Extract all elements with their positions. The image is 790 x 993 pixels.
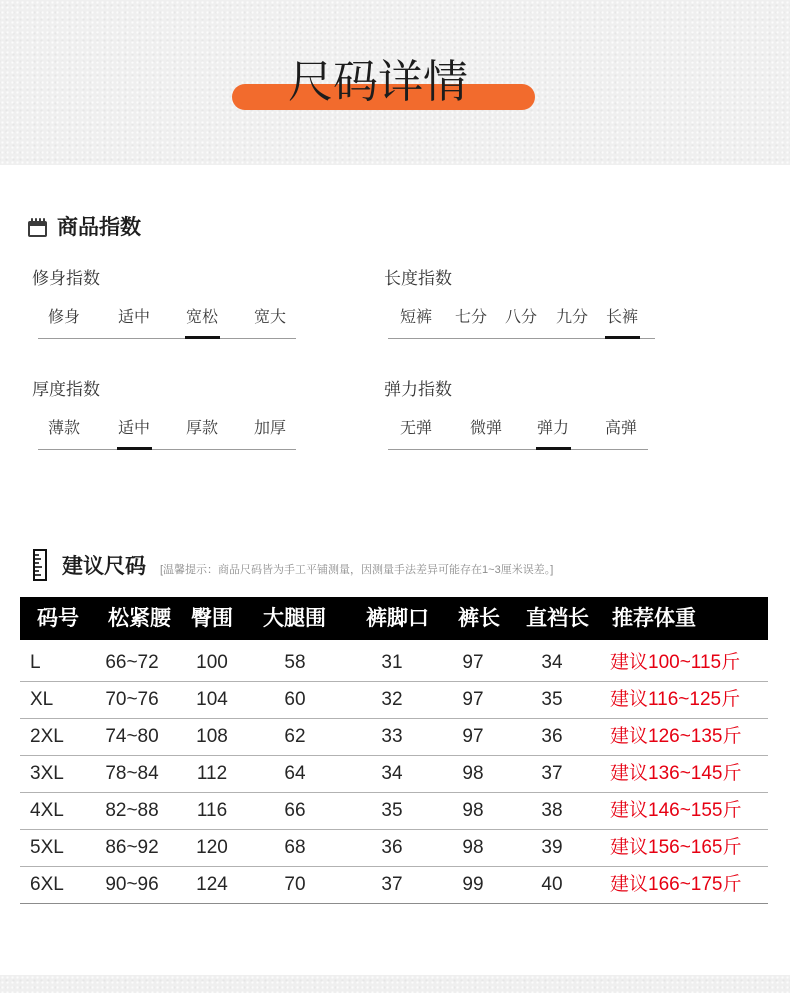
table-row (20, 793, 768, 830)
size-code-cell: 5XL (30, 837, 64, 858)
column-header: 裤脚口 (366, 607, 429, 630)
option-label: 薄款 (48, 420, 81, 437)
length-index-group (384, 269, 684, 341)
leg-opening-cell: 36 (381, 837, 403, 858)
option-label: 加厚 (254, 420, 287, 437)
hip-cell: 120 (196, 837, 228, 858)
thigh-cell: 64 (284, 763, 306, 784)
waist-cell: 82~88 (105, 800, 159, 821)
rise-cell: 40 (541, 874, 563, 895)
thigh-cell: 58 (284, 652, 306, 673)
column-header: 推荐体重 (612, 607, 696, 630)
waist-cell: 78~84 (105, 763, 159, 784)
leg-opening-cell: 31 (381, 652, 403, 673)
size-code-cell: 2XL (30, 726, 64, 747)
elasticity-index-group (384, 380, 684, 452)
size-table-header (20, 597, 768, 640)
size-chart-title: 建议尺码 (62, 555, 146, 578)
product-index-title: 商品指数 (57, 216, 141, 239)
leg-opening-cell: 37 (381, 874, 403, 895)
waist-cell: 86~92 (105, 837, 159, 858)
recommended-weight-cell: 建议156~165斤 (610, 837, 742, 858)
option-label: 微弹 (470, 420, 503, 437)
option-label: 宽大 (254, 309, 287, 326)
option-label: 短裤 (400, 309, 433, 326)
leg-opening-cell: 35 (381, 800, 403, 821)
column-header: 臀围 (191, 607, 233, 630)
waist-cell: 70~76 (105, 689, 159, 710)
hip-cell: 116 (196, 800, 228, 821)
size-code-cell: 6XL (30, 874, 64, 895)
option-label: 八分 (505, 309, 538, 326)
scale-line (388, 449, 648, 450)
leg-opening-cell: 34 (381, 763, 403, 784)
leg-opening-cell: 33 (381, 726, 403, 747)
table-row (20, 756, 768, 793)
rise-cell: 36 (541, 726, 563, 747)
recommended-weight-cell: 建议116~125斤 (610, 689, 741, 710)
selected-indicator (536, 447, 571, 450)
hip-cell: 108 (196, 726, 228, 747)
selected-indicator (605, 336, 640, 339)
fit-index-group (32, 269, 332, 341)
column-header: 大腿围 (263, 607, 326, 630)
leg-opening-cell: 32 (381, 689, 403, 710)
bottom-texture-band (0, 975, 790, 993)
option-label: 长裤 (606, 309, 639, 326)
pants-length-cell: 97 (462, 689, 484, 710)
ruler-icon (33, 549, 47, 581)
table-row (20, 719, 768, 756)
option-label: 厚款 (186, 420, 219, 437)
page-title: 尺码详情 (288, 56, 469, 107)
pants-length-cell: 99 (462, 874, 484, 895)
calendar-icon (27, 218, 48, 238)
size-code-cell: 4XL (30, 800, 64, 821)
table-row (20, 645, 768, 682)
option-label: 适中 (118, 309, 151, 326)
thigh-cell: 60 (284, 689, 306, 710)
thickness-index-group (32, 380, 332, 452)
table-row (20, 830, 768, 867)
column-header: 松紧腰 (108, 607, 171, 630)
rise-cell: 37 (541, 763, 563, 784)
thigh-cell: 62 (284, 726, 306, 747)
recommended-weight-cell: 建议136~145斤 (610, 763, 742, 784)
pants-length-cell: 98 (462, 763, 484, 784)
index-label: 厚度指数 (32, 380, 100, 399)
table-row (20, 682, 768, 719)
option-label: 弹力 (537, 420, 570, 437)
size-code-cell: XL (30, 689, 54, 710)
rise-cell: 38 (541, 800, 563, 821)
pants-length-cell: 98 (462, 837, 484, 858)
option-label: 七分 (455, 309, 488, 326)
thigh-cell: 70 (284, 874, 306, 895)
rise-cell: 39 (541, 837, 563, 858)
hip-cell: 100 (196, 652, 228, 673)
selected-indicator (185, 336, 220, 339)
column-header: 直裆长 (526, 607, 589, 630)
option-label: 适中 (118, 420, 151, 437)
option-label: 修身 (48, 309, 81, 326)
recommended-weight-cell: 建议166~175斤 (610, 874, 742, 895)
column-header: 码号 (37, 607, 79, 630)
option-label: 宽松 (186, 309, 219, 326)
pants-length-cell: 97 (462, 652, 484, 673)
size-code-cell: L (30, 652, 41, 673)
option-label: 无弹 (400, 420, 433, 437)
scale-line (38, 449, 296, 450)
selected-indicator (117, 447, 152, 450)
waist-cell: 74~80 (105, 726, 159, 747)
size-code-cell: 3XL (30, 763, 64, 784)
waist-cell: 66~72 (105, 652, 159, 673)
hip-cell: 104 (196, 689, 228, 710)
option-label: 高弹 (605, 420, 638, 437)
thigh-cell: 66 (284, 800, 306, 821)
rise-cell: 34 (541, 652, 563, 673)
index-label: 弹力指数 (384, 380, 452, 399)
pants-length-cell: 98 (462, 800, 484, 821)
waist-cell: 90~96 (105, 874, 159, 895)
measurement-note: [温馨提示：商品尺码皆为手工平铺测量，因测量手法差异可能存在1~3厘米误差。] (160, 564, 554, 576)
hip-cell: 124 (196, 874, 228, 895)
column-header: 裤长 (458, 607, 500, 630)
recommended-weight-cell: 建议146~155斤 (610, 800, 742, 821)
table-row (20, 867, 768, 904)
thigh-cell: 68 (284, 837, 306, 858)
pants-length-cell: 97 (462, 726, 484, 747)
recommended-weight-cell: 建议126~135斤 (610, 726, 742, 747)
scale-line (38, 338, 296, 339)
index-label: 修身指数 (32, 269, 100, 288)
index-label: 长度指数 (384, 269, 452, 288)
option-label: 九分 (556, 309, 589, 326)
recommended-weight-cell: 建议100~115斤 (610, 652, 741, 673)
rise-cell: 35 (541, 689, 563, 710)
hip-cell: 112 (196, 763, 228, 784)
